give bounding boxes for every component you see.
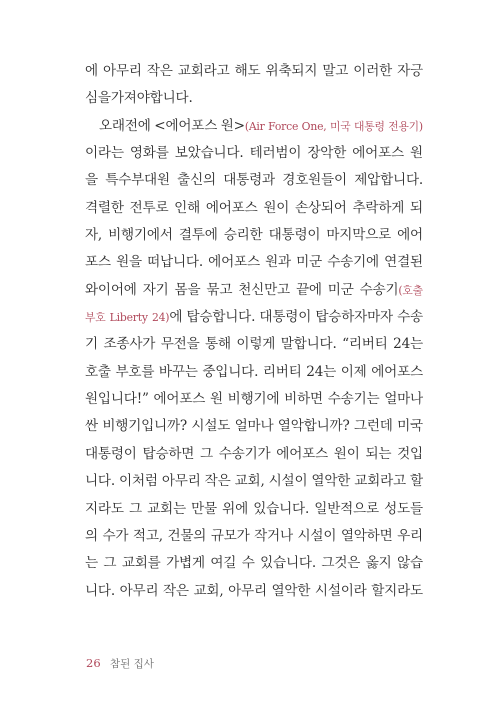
text-line — [85, 167, 423, 194]
word: 시설이라 — [314, 582, 367, 599]
text-line — [85, 304, 423, 331]
word: 이제 — [340, 363, 367, 380]
word: 마지막으로 — [326, 227, 392, 244]
word: 승리한 — [223, 227, 263, 244]
word: 규모가 — [210, 527, 250, 544]
page-footer — [86, 656, 154, 671]
text-line — [85, 58, 423, 85]
word: 에어포스 — [153, 391, 206, 408]
word: 끝에 — [295, 281, 322, 298]
annotation-word: 대통령 — [354, 119, 385, 133]
word: 원 — [209, 391, 223, 408]
word: 기 — [85, 336, 98, 353]
word: 24는 — [393, 336, 423, 353]
word: 비하면 — [284, 391, 323, 408]
word: 시설이 — [268, 473, 308, 490]
word: 원과 — [265, 254, 291, 271]
word: 할 — [410, 473, 423, 490]
word: 가볍게 — [166, 555, 205, 572]
text-line — [85, 140, 423, 167]
word: 몸을 — [174, 281, 201, 298]
word: 비행기에 — [227, 391, 280, 408]
word: 교회, — [193, 582, 224, 599]
word: 중입니다. — [202, 363, 259, 380]
word: 이렇게 — [236, 336, 276, 353]
word: 있습니다. — [260, 555, 316, 572]
word: 묶고 — [206, 281, 233, 298]
word: 바꾸는 — [158, 363, 198, 380]
word: 되 — [410, 199, 423, 216]
word: 싼 — [85, 418, 98, 435]
word: 조종사가 — [103, 336, 156, 353]
word: 에 — [169, 309, 183, 326]
word: 영화를 — [129, 145, 169, 162]
word: 니다. — [85, 473, 115, 490]
word: 가져야 — [110, 90, 150, 107]
word: 그것은 — [321, 555, 361, 572]
text-line — [85, 523, 423, 550]
word: 지라도 — [85, 500, 124, 517]
word: 무전을 — [160, 336, 200, 353]
word: 자긍 — [397, 63, 423, 79]
text-line — [85, 550, 423, 577]
word: 원이 — [333, 445, 360, 462]
word: 오래전에 — [99, 117, 151, 134]
word: 에어포스 — [352, 145, 404, 162]
word: 비행기에서 — [108, 227, 173, 244]
annotation-word: Force — [268, 119, 299, 133]
word: 수송기 — [359, 281, 399, 298]
word: 추락하게 — [352, 199, 405, 216]
word: 아무리 — [119, 582, 159, 599]
word: 통해 — [205, 336, 231, 353]
annotation-word: 미국 — [330, 119, 351, 133]
word: 인해 — [174, 199, 201, 216]
annotation-word: (Air — [244, 119, 265, 133]
word: 시설이 — [297, 527, 337, 544]
word: 그런데 — [353, 418, 393, 435]
word: 성도들 — [384, 500, 423, 517]
word — [152, 304, 182, 331]
word: 작거나 — [254, 527, 293, 544]
word: 해도 — [234, 63, 261, 79]
word: 교회는 — [147, 500, 186, 517]
page-number: 26 — [86, 656, 101, 670]
word: 교회를 — [121, 555, 161, 572]
word: 는 — [85, 555, 98, 572]
word: 원 — [410, 145, 423, 162]
text-line — [85, 222, 423, 249]
word: “리버티 — [342, 336, 388, 353]
word: 작은 — [163, 582, 189, 599]
word: 교회라고 — [354, 473, 406, 490]
word: 에어 — [397, 227, 423, 244]
word: 일반적으로 — [314, 500, 379, 517]
word: 그 — [200, 445, 213, 462]
text-line — [85, 359, 423, 386]
word: 천신만고 — [238, 281, 290, 298]
word: 원입니다!” — [85, 391, 149, 408]
word: 비행기입니까? — [102, 418, 188, 435]
text-line — [85, 113, 423, 140]
word: 장악한 — [307, 145, 347, 162]
word: 자기 — [142, 281, 169, 298]
word: 위축되지 — [265, 63, 318, 79]
word: 전투로 — [129, 199, 169, 216]
word: 미국 — [397, 418, 423, 435]
word: 원을 — [116, 254, 142, 271]
body-text — [85, 58, 423, 605]
word: 떠납니다. — [147, 254, 203, 271]
word: 와이어에 — [85, 281, 137, 298]
word: 할지라도 — [371, 582, 423, 599]
word: 미군 — [327, 281, 354, 298]
annotation-word: 부호 — [85, 311, 106, 325]
word: 우리 — [397, 527, 423, 544]
word: 의 — [85, 527, 98, 544]
text-line — [85, 441, 423, 468]
word: 원> — [220, 117, 245, 134]
word: 에어포스 — [205, 199, 258, 216]
word: 아무리 — [103, 63, 142, 79]
word: 포스 — [85, 254, 111, 271]
word: 테러범이 — [249, 145, 302, 162]
word: 건물의 — [167, 527, 207, 544]
word: 수송기가 — [218, 445, 271, 462]
word: 대통령이 — [259, 309, 312, 326]
word: 에어포스 — [371, 363, 423, 380]
word: 대통령과 — [223, 172, 275, 189]
word: 아무리 — [161, 473, 201, 490]
word: 작은 — [146, 63, 173, 79]
word: 연결된 — [384, 254, 423, 271]
word: 을 — [85, 172, 98, 189]
word: 여길 — [210, 555, 237, 572]
text-line — [85, 331, 423, 358]
word: 이라는 — [85, 145, 124, 162]
annotation-word: (호출 — [398, 283, 423, 297]
word: 격렬한 — [85, 199, 124, 216]
word: 탑승하자마자 — [315, 309, 393, 326]
word: 옳지 — [365, 555, 392, 572]
word: 말합니다. — [280, 336, 337, 353]
word: 대통령이 — [268, 227, 321, 244]
word: 그 — [103, 555, 117, 572]
word: 이러한 — [353, 63, 393, 79]
word: 위에 — [222, 500, 249, 517]
word: 24는 — [306, 363, 337, 380]
word: 탑승합니다. — [186, 309, 256, 326]
word: <에어포스 — [154, 117, 218, 134]
word: 작은 — [204, 473, 231, 490]
word: 에 — [85, 63, 98, 79]
word: 열악하면 — [340, 527, 393, 544]
word: 되는 — [365, 445, 392, 462]
word: 에어포스 — [208, 254, 260, 271]
word — [221, 113, 265, 140]
annotation-word: Liberty — [109, 311, 148, 325]
word: 교회, — [234, 473, 265, 490]
word: 미군 — [296, 254, 323, 271]
word: 있습니다. — [253, 500, 310, 517]
word: 부호를 — [115, 363, 155, 380]
word: 교회라고 — [177, 63, 230, 79]
word: 니다. — [85, 582, 115, 599]
word: 않습 — [397, 555, 423, 572]
word: 손상되어 — [294, 199, 347, 216]
annotation-word: 24) — [151, 311, 170, 325]
word: 특수부대원 — [105, 172, 170, 189]
word: 대통령이 — [85, 445, 137, 462]
word: 탑승하면 — [142, 445, 195, 462]
word: 그 — [128, 500, 142, 517]
word: 열악한 — [271, 582, 311, 599]
word: 얼마나 — [384, 391, 423, 408]
word: 결투에 — [178, 227, 218, 244]
word: 수 — [241, 555, 255, 572]
text-line — [85, 277, 423, 304]
word: 적고, — [132, 527, 163, 544]
annotation-word: One, — [301, 119, 327, 133]
word: 열악합니까? — [277, 418, 350, 435]
text-line — [85, 413, 423, 440]
word: 합니다. — [149, 90, 193, 107]
word: 만물 — [191, 500, 217, 517]
word: 이처럼 — [119, 473, 158, 490]
word: 심을 — [85, 90, 111, 107]
word: 출신의 — [177, 172, 216, 189]
word: 호출 — [85, 363, 111, 380]
word: 말고 — [322, 63, 349, 79]
word: 시설도 — [191, 418, 231, 435]
text-line — [85, 578, 423, 605]
word: 아무리 — [228, 582, 267, 599]
word: 것입 — [397, 445, 423, 462]
text-line — [85, 386, 423, 413]
word — [360, 277, 423, 304]
word: 리버티 — [262, 363, 302, 380]
word: 자, — [85, 227, 103, 244]
text-line — [85, 85, 423, 112]
word: 수송기에 — [327, 254, 379, 271]
word: 수송기는 — [327, 391, 380, 408]
text-line — [85, 468, 423, 495]
text-line — [85, 496, 423, 523]
text-line — [85, 195, 423, 222]
word: 에어포스 — [276, 445, 328, 462]
annotation-word: 전용기) — [388, 119, 423, 133]
word: 원이 — [263, 199, 290, 216]
word: 수가 — [102, 527, 129, 544]
word: 제압합니다. — [354, 172, 423, 189]
word: 보았습니다. — [174, 145, 244, 162]
running-title: 참된 집사 — [109, 658, 154, 670]
text-line — [85, 249, 423, 276]
word: 얼마나 — [234, 418, 274, 435]
word: 열악한 — [311, 473, 351, 490]
word: 경호원들이 — [282, 172, 347, 189]
word: 수송 — [397, 309, 423, 326]
